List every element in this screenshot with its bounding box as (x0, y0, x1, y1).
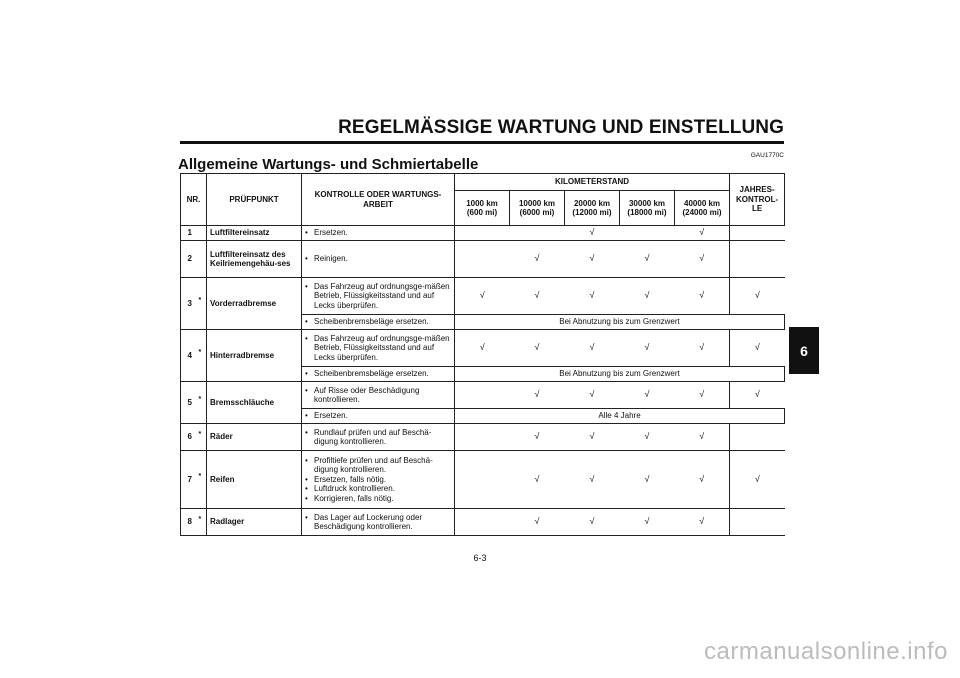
row-task: • Ersetzen, falls nötig. (305, 475, 451, 485)
row-task: • Das Fahrzeug auf ordnungsge-mäßen Betrieb, Flüssigkeitsstand und auf Lecks überprüfen. (305, 282, 451, 311)
row-point: Vorderradbremse (207, 278, 302, 330)
row-star: * (199, 424, 207, 451)
check-mark: √ (565, 424, 620, 451)
check-mark: √ (565, 226, 620, 241)
header-km: KILOMETERSTAND (455, 174, 730, 191)
row-task: • Ersetzen. (305, 411, 451, 421)
row-point: Radlager (207, 509, 302, 536)
row-star: * (199, 382, 207, 424)
row-task: • Reinigen. (305, 254, 451, 264)
interval-note: Bei Abnutzung bis zum Grenzwert (455, 367, 785, 382)
header-point: PRÜFPUNKT (207, 174, 302, 226)
check-mark: √ (675, 424, 730, 451)
check-mark: √ (620, 278, 675, 315)
row-number: 3 (181, 278, 199, 330)
check-mark: √ (620, 509, 675, 536)
row-number: 1 (181, 226, 199, 241)
row-task: • Luftdruck kontrollieren. (305, 484, 451, 494)
check-mark: √ (675, 330, 730, 367)
check-mark: √ (730, 451, 785, 509)
interval-note: Alle 4 Jahre (455, 409, 785, 424)
check-mark: √ (565, 382, 620, 409)
check-mark: √ (565, 241, 620, 278)
check-mark: √ (565, 330, 620, 367)
check-mark: √ (510, 424, 565, 451)
check-mark: √ (620, 241, 675, 278)
header-task: KONTROLLE ODER WARTUNGS-ARBEIT (302, 174, 455, 226)
check-mark: √ (675, 241, 730, 278)
table-row (181, 509, 785, 536)
maintenance-table (180, 173, 785, 536)
row-star (199, 226, 207, 241)
row-point: Hinterradbremse (207, 330, 302, 382)
check-mark: √ (565, 278, 620, 315)
check-mark: √ (675, 278, 730, 315)
row-task: • Scheibenbremsbeläge ersetzen. (305, 317, 451, 327)
row-point: Luftfiltereinsatz (207, 226, 302, 241)
check-mark: √ (510, 241, 565, 278)
check-mark: √ (675, 382, 730, 409)
table-row (181, 424, 785, 451)
check-mark: √ (455, 330, 510, 367)
check-mark: √ (620, 330, 675, 367)
section-title: Allgemeine Wartungs- und Schmiertabelle (178, 156, 479, 173)
table-row (181, 226, 785, 241)
row-number: 4 (181, 330, 199, 382)
row-point: Luftfiltereinsatz des Keilriemengehäu-ses (207, 241, 302, 278)
check-mark: √ (510, 509, 565, 536)
header-km-20000: 20000 km (12000 mi) (565, 191, 620, 226)
header-annual: JAHRES-KONTROL-LE (730, 174, 785, 226)
header-km-10000: 10000 km (6000 mi) (510, 191, 565, 226)
check-mark: √ (620, 451, 675, 509)
row-task: • Profiltiefe prüfen und auf Beschä-digung kontrollieren. (305, 456, 451, 475)
page-number: 6-3 (473, 553, 487, 563)
row-point: Räder (207, 424, 302, 451)
row-star: * (199, 509, 207, 536)
row-number: 2 (181, 241, 199, 278)
table-row (181, 241, 785, 278)
row-star: * (199, 278, 207, 330)
table-row (181, 451, 785, 509)
check-mark: √ (510, 278, 565, 315)
header-rule (180, 141, 784, 144)
check-mark: √ (675, 226, 730, 241)
chapter-tab[interactable]: 6 (789, 327, 819, 374)
interval-note: Bei Abnutzung bis zum Grenzwert (455, 315, 785, 330)
check-mark: √ (565, 451, 620, 509)
row-task: • Korrigieren, falls nötig. (305, 494, 451, 504)
header-km-30000: 30000 km (18000 mi) (620, 191, 675, 226)
header-km-40000: 40000 km (24000 mi) (675, 191, 730, 226)
row-number: 7 (181, 451, 199, 509)
row-task: • Ersetzen. (305, 228, 451, 238)
check-mark: √ (565, 509, 620, 536)
check-mark: √ (510, 451, 565, 509)
row-number: 5 (181, 382, 199, 424)
row-task: • Scheibenbremsbeläge ersetzen. (305, 369, 451, 379)
check-mark: √ (730, 330, 785, 367)
header-km-1000: 1000 km (600 mi) (455, 191, 510, 226)
document-code: GAU1770C (750, 152, 784, 159)
row-star (199, 241, 207, 278)
row-point: Reifen (207, 451, 302, 509)
row-star: * (199, 451, 207, 509)
row-number: 8 (181, 509, 199, 536)
watermark: carmanualsonline.info (704, 638, 948, 665)
check-mark: √ (510, 330, 565, 367)
page-header-title: REGELMÄSSIGE WARTUNG UND EINSTELLUNG (338, 117, 784, 138)
row-number: 6 (181, 424, 199, 451)
check-mark: √ (620, 424, 675, 451)
row-point: Bremsschläuche (207, 382, 302, 424)
table-row (181, 330, 785, 367)
check-mark: √ (675, 509, 730, 536)
check-mark: √ (730, 278, 785, 315)
check-mark: √ (620, 382, 675, 409)
table-row (181, 382, 785, 409)
row-task: • Das Fahrzeug auf ordnungsge-mäßen Betrieb, Flüssigkeitsstand und auf Lecks überprüfen. (305, 334, 451, 363)
check-mark: √ (675, 451, 730, 509)
row-task: • Das Lager auf Lockerung oder Beschädigung kontrollieren. (305, 513, 451, 532)
check-mark: √ (455, 278, 510, 315)
check-mark: √ (510, 382, 565, 409)
table-row (181, 278, 785, 315)
row-task: • Rundlauf prüfen und auf Beschä-digung kontrollieren. (305, 428, 451, 447)
header-nr: NR. (181, 174, 207, 226)
check-mark: √ (730, 382, 785, 409)
row-star: * (199, 330, 207, 382)
row-task: • Auf Risse oder Beschädigung kontrollieren. (305, 386, 451, 405)
